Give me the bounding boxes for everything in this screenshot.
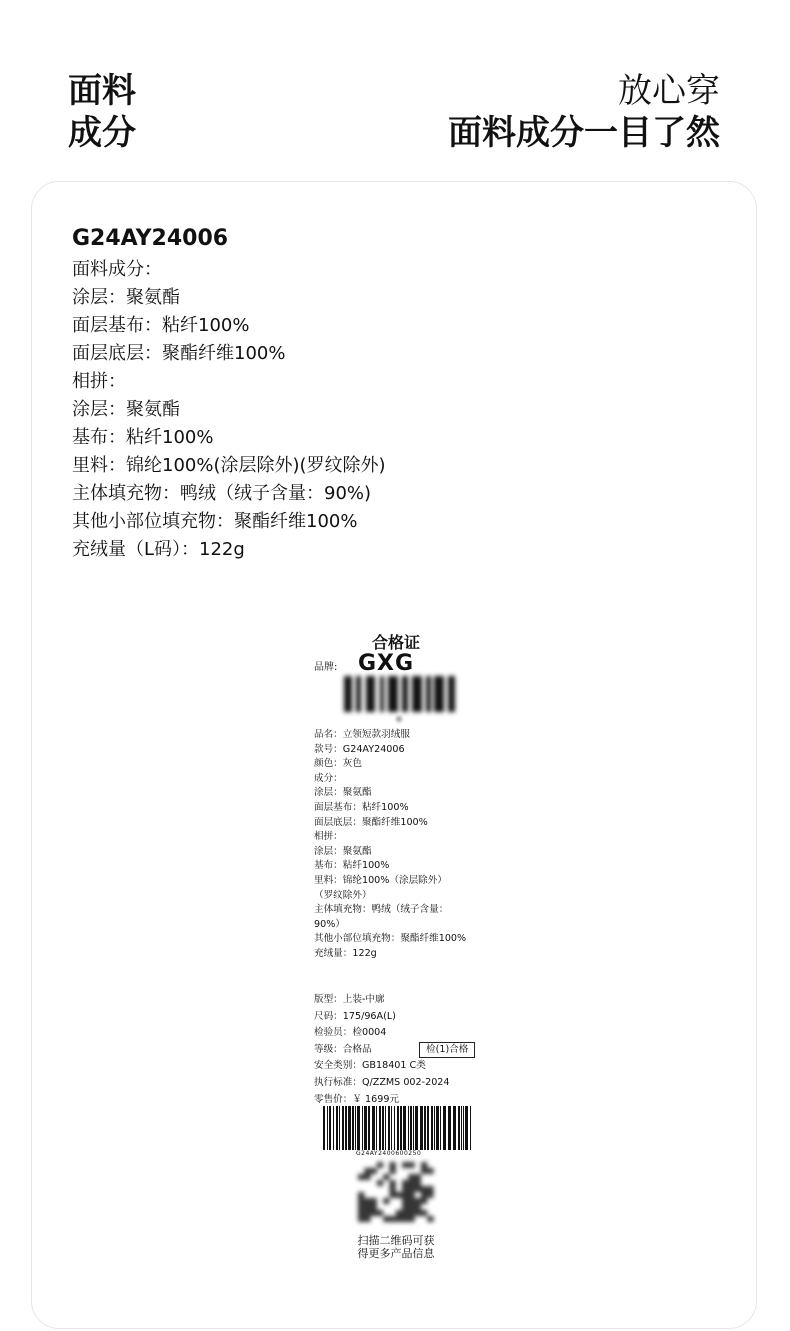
qr-cell [383, 1198, 389, 1204]
tag-line: 面层基布：粘纤100% [314, 801, 409, 813]
tag-line: 里料：锦纶100%（涂层除外） [314, 874, 447, 886]
qr-cell [408, 1192, 414, 1198]
qr-cell [427, 1192, 433, 1198]
qr-cell [364, 1168, 370, 1174]
barcode-bar [463, 1106, 464, 1150]
tag-line: 品名：立领短款羽绒服 [314, 729, 410, 740]
spec-line: 涂层：聚氨酯 [72, 287, 180, 308]
qr-cell [364, 1210, 370, 1216]
qr-cell [415, 1204, 421, 1210]
qr-cell [421, 1198, 427, 1204]
qr-cell [364, 1204, 370, 1210]
barcode-bar [385, 1106, 386, 1150]
barcode-number: G24AY2400600250 [356, 1150, 422, 1157]
spec-line: 基布：粘纤100% [72, 427, 214, 448]
spec-line: 主体填充物：鸭绒（绒子含量：90%) [72, 483, 372, 504]
subtitle-line2: 面料成分一目了然 [448, 113, 720, 153]
style-code: G24AY24006 [72, 226, 229, 251]
barcode-bar [408, 1106, 409, 1150]
barcode-bar [400, 1106, 402, 1150]
qr-cell [390, 1180, 396, 1186]
tag-line: 充绒量：122g [314, 947, 377, 959]
tag-line: 相拼： [314, 831, 343, 843]
qr-cell [377, 1210, 383, 1216]
spec-line: 面层基布：粘纤100% [72, 315, 250, 336]
barcode-bar [348, 1106, 351, 1150]
barcode-bar [410, 1106, 412, 1150]
barcode-bar [379, 1106, 381, 1150]
qr-cell [402, 1180, 408, 1186]
tag-line: 等级：合格品 [314, 1043, 372, 1055]
tag-details [314, 728, 466, 962]
barcode-bar [339, 1106, 340, 1150]
qr-cell [358, 1174, 364, 1180]
qr-cell [371, 1204, 377, 1210]
qr-cell [402, 1198, 408, 1204]
qr-cell [408, 1210, 414, 1216]
qr-cell [408, 1180, 414, 1186]
spec-line: 相拼： [72, 371, 126, 392]
qr-cell [408, 1204, 414, 1210]
barcode-bar [333, 1106, 334, 1150]
qr-cell [358, 1216, 364, 1222]
fabric-spec [72, 224, 386, 564]
subtitle-line1: 放心穿 [618, 71, 720, 111]
qr-cell [402, 1162, 408, 1168]
barcode-bar [345, 1106, 347, 1150]
qr-cell [402, 1204, 408, 1210]
qr-cell [364, 1174, 370, 1180]
tag-line: 款号：G24AY24006 [314, 743, 405, 755]
qr-cell [421, 1210, 427, 1216]
tag-title: 合格证 [372, 633, 421, 652]
tag-line: 面层底层：聚酯纤维100% [314, 816, 428, 828]
qr-cell [364, 1216, 370, 1222]
qr-cell [415, 1174, 421, 1180]
barcode-bar [388, 1106, 390, 1150]
barcode-bar [368, 1106, 370, 1150]
scan-hint-line2: 得更多产品信息 [357, 1247, 435, 1260]
section-title-line2: 成分 [68, 113, 136, 153]
product-barcode [323, 1106, 475, 1152]
brand-label: 品牌: [314, 662, 338, 673]
qr-cell [377, 1180, 383, 1186]
barcode-bar [403, 1106, 406, 1150]
barcode-bar [336, 1106, 338, 1150]
qr-code [358, 1162, 434, 1222]
qr-cell [427, 1216, 433, 1222]
spec-line: 涂层：聚氨酯 [72, 399, 180, 420]
barcode-bar [436, 1106, 439, 1150]
barcode-bar [448, 1106, 451, 1150]
barcode-bar [415, 1106, 418, 1150]
spec-line: 充绒量（L码）：122g [72, 539, 245, 560]
barcode-bar [440, 1106, 441, 1150]
tag-line: 零售价：￥ 1699元 [314, 1093, 400, 1105]
qr-cell [358, 1198, 364, 1204]
barcode-bar [413, 1106, 414, 1150]
barcode-bar [382, 1106, 384, 1150]
qr-cell [415, 1210, 421, 1216]
qr-cell [402, 1192, 408, 1198]
qr-cell [427, 1168, 433, 1174]
qr-cell [415, 1198, 421, 1204]
tag-line: 安全类别：GB18401 C类 [314, 1060, 426, 1072]
tag-line: 颜色：灰色 [314, 758, 362, 770]
barcode-bar [420, 1106, 423, 1150]
tag-line: 版型：上装-中廓 [314, 994, 385, 1005]
qr-cell [421, 1168, 427, 1174]
qr-cell [415, 1180, 421, 1186]
tag-line: 涂层：聚氨酯 [314, 845, 372, 857]
qr-cell [396, 1192, 402, 1198]
tag-line: 涂层：聚氨酯 [314, 787, 372, 799]
barcode-bar [327, 1106, 328, 1150]
barcode-bar [394, 1106, 395, 1150]
qr-cell [390, 1216, 396, 1222]
grade-stamp: 检(1)合格 [419, 1042, 475, 1058]
qr-cell [358, 1210, 364, 1216]
tag-line: 主体填充物：鸭绒（绒子含量： [314, 904, 449, 916]
tag-line: 尺码：175/96A(L) [314, 1010, 396, 1022]
qr-cell [408, 1198, 414, 1204]
barcode-bar [397, 1106, 399, 1150]
qr-cell [377, 1162, 383, 1168]
barcode-bar [443, 1106, 446, 1150]
qr-cell [358, 1204, 364, 1210]
qr-cell [402, 1186, 408, 1192]
spec-line: 里料：锦纶100%(涂层除外)(罗纹除外) [72, 455, 386, 476]
qr-cell [415, 1186, 421, 1192]
qr-cell [383, 1174, 389, 1180]
qr-cell [421, 1192, 427, 1198]
section-title-line1: 面料 [68, 71, 136, 111]
spec-line: 其他小部位填充物：聚酯纤维100% [72, 511, 358, 532]
barcode-bar [342, 1106, 344, 1150]
tag-line: 90%） [314, 918, 345, 930]
qr-cell [396, 1210, 402, 1216]
qr-cell [371, 1198, 377, 1204]
qr-cell [364, 1198, 370, 1204]
brand-logo: GXG [358, 651, 415, 672]
tag-line: 其他小部位填充物：聚酯纤维100% [314, 933, 467, 945]
qr-cell [383, 1216, 389, 1222]
qr-cell [390, 1168, 396, 1174]
scan-hint-line1: 扫描二维码可获 [357, 1234, 435, 1247]
barcode-bar [465, 1106, 468, 1150]
qr-cell [371, 1210, 377, 1216]
barcode-bar [391, 1106, 392, 1150]
barcode-bar [453, 1106, 456, 1150]
barcode-bar [323, 1106, 325, 1150]
barcode-bar [362, 1106, 363, 1150]
spec-lines [72, 256, 386, 564]
barcode-bar [458, 1106, 460, 1150]
spec-line: 面层底层：聚酯纤维100% [72, 343, 286, 364]
tag-line: 检验员：检0004 [314, 1027, 387, 1039]
qr-cell [408, 1174, 414, 1180]
barcode-bar [352, 1106, 354, 1150]
scan-hint [346, 1234, 446, 1260]
barcode-bar [427, 1106, 429, 1150]
barcode-bar [329, 1106, 331, 1150]
barcode-bar [355, 1106, 356, 1150]
barcode-bar [424, 1106, 426, 1150]
barcode-bar [376, 1106, 377, 1150]
tag-line: 执行标准：Q/ZZMS 002-2024 [314, 1076, 450, 1088]
tag-line: 基布：粘纤100% [314, 860, 390, 872]
barcode-bar [434, 1106, 435, 1150]
qr-cell [421, 1186, 427, 1192]
tag-line: 成分： [314, 772, 343, 784]
barcode-bar [364, 1106, 367, 1150]
qr-cell [390, 1186, 396, 1192]
qr-cell [408, 1186, 414, 1192]
section-title [68, 70, 136, 154]
qr-cell [390, 1162, 396, 1168]
blurred-barcode [342, 672, 458, 716]
barcode-bar [431, 1106, 433, 1150]
spec-line: 面料成分： [72, 259, 162, 280]
qr-cell [427, 1186, 433, 1192]
qr-cell [371, 1168, 377, 1174]
qr-cell [402, 1210, 408, 1216]
section-subtitle [448, 70, 720, 154]
qr-cell [408, 1162, 414, 1168]
barcode-bar [461, 1106, 462, 1150]
qr-cell [408, 1216, 414, 1222]
barcode-bar [372, 1106, 375, 1150]
tag-line: （罗纹除外） [314, 889, 372, 901]
qr-cell [396, 1216, 402, 1222]
qr-cell [421, 1162, 427, 1168]
qr-cell [402, 1216, 408, 1222]
barcode-bar [357, 1106, 360, 1150]
blurred-mark [396, 716, 402, 722]
qr-cell [390, 1192, 396, 1198]
barcode-bar [470, 1106, 471, 1150]
qr-cell [358, 1192, 364, 1198]
